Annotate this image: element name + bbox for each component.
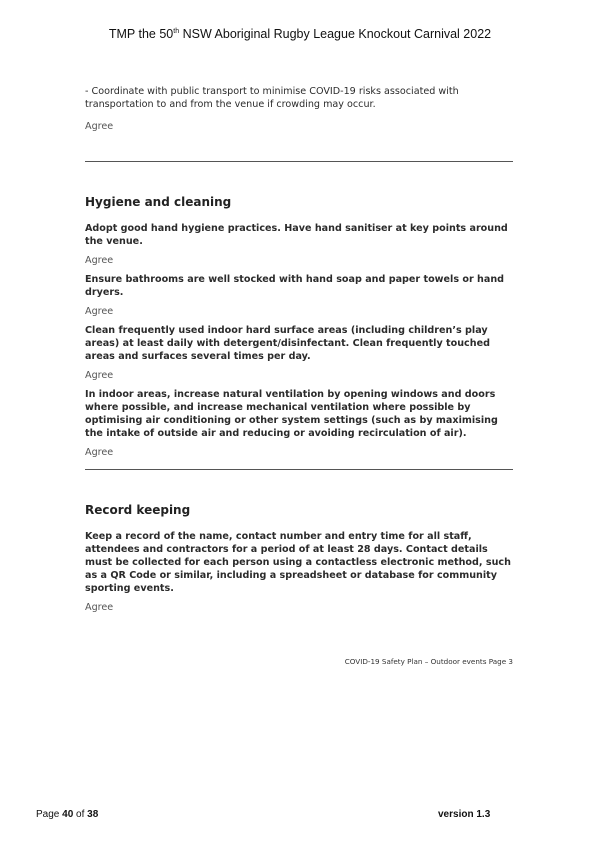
page-current: 40	[62, 809, 74, 820]
hygiene-heading: Hygiene and cleaning	[85, 195, 232, 209]
records-section	[85, 503, 515, 614]
hygiene-item-4-agree: Agree	[85, 447, 114, 458]
page-number	[36, 809, 98, 820]
transport-agree: Agree	[85, 121, 114, 132]
transport-text: - Coordinate with public transport to minimise COVID-19 risks associated with transportation to and from the venue if crowding may occur.	[85, 86, 459, 110]
page-of-label: of	[73, 809, 88, 820]
section-divider	[85, 469, 513, 470]
hygiene-item-1-text: Adopt good hand hygiene practices. Have hand sanitiser at key points around the venue.	[85, 223, 508, 247]
records-text: Keep a record of the name, contact number and entry time for all staff, attendees and contractors for a period of at least 28 days. Contact details must be collected for each person using a contactless electronic method, such as a QR Code or similar, including a spreadsheet or database for community sporting events.	[85, 531, 511, 594]
hygiene-item-3-agree: Agree	[85, 370, 114, 381]
section-divider	[85, 161, 513, 162]
version-label: version 1.3	[438, 809, 491, 820]
hygiene-item-3-text: Clean frequently used indoor hard surface areas (including children’s play areas) at least daily with detergent/disinfectant. Clean frequently touched areas and surfaces several times per day.	[85, 325, 490, 362]
header-title-suffix: NSW Aboriginal Rugby League Knockout Carnival 2022	[179, 27, 492, 41]
page-header	[0, 27, 600, 41]
records-agree: Agree	[85, 602, 114, 613]
header-title-sup: th	[173, 27, 180, 35]
hygiene-item-4-text: In indoor areas, increase natural ventilation by opening windows and doors where possible, and increase mechanical ventilation where possible by optimising air conditioning or other system settings (such as by maximising the intake of outside air and reducing or avoiding recirculation of air).	[85, 389, 498, 439]
transport-section	[85, 85, 515, 133]
hygiene-item-2-agree: Agree	[85, 306, 114, 317]
hygiene-item-2-text: Ensure bathrooms are well stocked with hand soap and paper towels or hand dryers.	[85, 274, 505, 298]
hygiene-section	[85, 195, 515, 459]
hygiene-item-1-agree: Agree	[85, 255, 114, 266]
page-total: 38	[87, 809, 99, 820]
inner-footer: COVID-19 Safety Plan – Outdoor events Page 3	[344, 657, 513, 666]
records-heading: Record keeping	[85, 503, 191, 517]
page-label: Page	[36, 809, 63, 820]
header-title-prefix: TMP the 50	[108, 27, 174, 41]
